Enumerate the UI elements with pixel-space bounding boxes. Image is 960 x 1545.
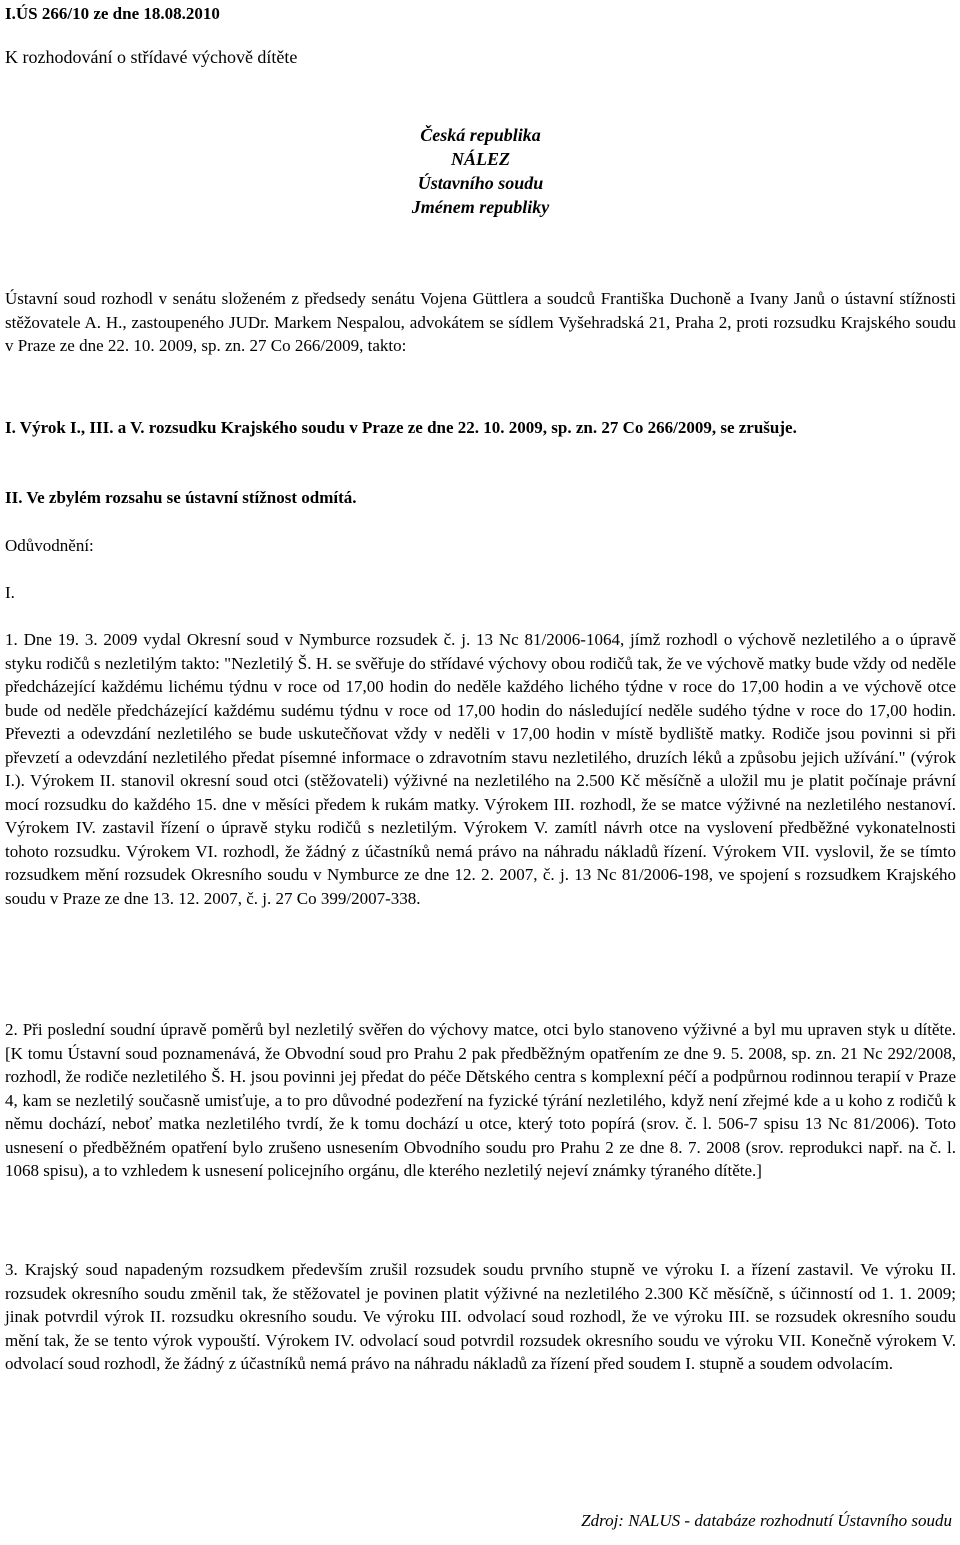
verdict-item-1 (5, 416, 956, 440)
title-country: Česká republika (420, 125, 541, 145)
paragraph-3-text: 3. Krajský soud napadeným rozsudkem především zrušil rozsudek soudu prvního stupně ve výroku I. a řízení zastavil. Ve výroku II. rozsudek okresního soudu změnil tak, že stěžovatel je povinen platit výživné na nezletilého 2.300 Kč měsíčně, s účinností od 1. 1. 2009; jinak potvrdil výrok II. rozsudku okresního soudu. Ve výroku III. odvolací soud rozhodl, že ve výroku III. se rozsudek okresního soudu mění tak, že se tento výrok vypouští. Výrokem IV. odvolací soud potvrdil rozsudek okresního soudu ve výroku VII. Konečně výrokem V. odvolací soud rozhodl, že žádný z účastníků nemá právo na náhradu nákladů za řízení před soudem I. stupně a soudem odvolacím. (5, 1260, 956, 1373)
reasoning-section-number: I. (5, 583, 15, 602)
reasoning-paragraph-3 (5, 1258, 956, 1376)
title-in-name-of-republic: Jménem republiky (411, 197, 550, 217)
title-court: Ústavního soudu (417, 173, 544, 193)
intro-text: Ústavní soud rozhodl v senátu složeném z předsedy senátu Vojena Güttlera a soudců Františka Duchoně a Ivany Janů o ústavní stížnosti stěžovatele A. H., zastoupeného JUDr. Markem Nespalou, advokátem se sídlem Vyšehradská 21, Praha 2, proti rozsudku Krajského soudu v Praze ze dne 22. 10. 2009, sp. zn. 27 Co 266/2009, takto: (5, 289, 956, 355)
case-reference: I.ÚS 266/10 ze dne 18.08.2010 (5, 4, 220, 23)
paragraph-1-text: 1. Dne 19. 3. 2009 vydal Okresní soud v Nymburce rozsudek č. j. 13 Nc 81/2006-1064, jímž rozhodl o výchově nezletilého a o úpravě styku rodičů s nezletilým takto: "Nezletilý Š. H. se svěřuje do střídavé výchovy obou rodičů tak, že ve výchově matky bude vždy od neděle předcházející každému lichému týdnu v roce od 17,00 hodin do neděle každého lichého týdne v roce do 17,00 hodin a ve výchově otce bude od neděle předcházející každému sudému týdnu v roce od 17,00 hodin do následující neděle sudého týdne v roce do 17,00 hodin. Převezti a odevzdání nezletilého se bude uskutečňovat vždy v neděli v 17,00 hodin v místě bydliště matky. Rodiče jsou povinni si při převzetí a odevzdání nezletilého předat písemné informace o zdravotním stavu nezletilého, druzích léků a způsobu jejich užívání." (výrok I.). Výrokem II. stanovil okresní soud otci (stěžovateli) výživné na nezletilého na 2.500 Kč měsíčně a uložil mu je platit počínaje právní mocí rozsudku do každého 15. dne v měsíci předem k rukám matky. Výrokem III. rozhodl, že se matce výživné na nezletilého nestanoví. Výrokem IV. zastavil řízení o úpravě styku rodičů s nezletilým. Výrokem V. zamítl návrh otce na vyslovení předběžné vykonatelnosti tohoto rozsudku. Výrokem VI. rozhodl, že žádný z účastníků nemá právo na náhradu nákladů řízení. Výrokem VII. vyslovil, že se tímto rozsudkem mění rozsudek Okresního soudu v Nymburce ze dne 12. 2. 2007, č. j. 13 Nc 81/2006-198, ve spojení s rozsudkem Krajského soudu v Praze ze dne 13. 12. 2007, č. j. 27 Co 399/2007-338. (5, 630, 956, 908)
title-block (5, 123, 956, 219)
reasoning-heading: Odůvodnění: (5, 536, 94, 555)
case-subject: K rozhodování o střídavé výchově dítěte (5, 47, 298, 67)
verdict-item-2-text: II. Ve zbylém rozsahu se ústavní stížnost odmítá. (5, 488, 357, 507)
title-document-type: NÁLEZ (450, 149, 510, 169)
verdict-item-2 (5, 486, 956, 510)
source-footer: Zdroj: NALUS - databáze rozhodnutí Ústavního soudu (581, 1511, 952, 1530)
reasoning-paragraph-2 (5, 1018, 956, 1183)
verdict-item-1-text: I. Výrok I., III. a V. rozsudku Krajského soudu v Praze ze dne 22. 10. 2009, sp. zn. 27 Co 266/2009, se zrušuje. (5, 418, 797, 437)
intro-paragraph (5, 287, 956, 358)
paragraph-2-text: 2. Při poslední soudní úpravě poměrů byl nezletilý svěřen do výchovy matce, otci bylo stanoveno výživné a byl mu upraven styk u dítěte. [K tomu Ústavní soud poznamenává, že Obvodní soud pro Prahu 2 pak předběžným opatřením ze dne 9. 5. 2008, sp. zn. 21 Nc 292/2008, rozhodl, že rodiče nezletilého Š. H. jsou povinni jej předat do péče Dětského centra s komplexní péčí a podpůrnou rodinnou terapií v Praze 4, kam se nezletilý současně umisťuje, a to pro důvodné podezření na fyzické týrání nezletilého, když není zřejmé kde a u koho z rodičů k němu dochází, neboť matka nezletilého tvrdí, že k tomu dochází u otce, který toto popírá (srov. č. l. 506-7 spisu 13 Nc 81/2006). Toto usnesení o předběžném opatření bylo zrušeno usnesením Obvodního soudu pro Prahu 2 ze dne 8. 7. 2008 (srov. reprodukci např. na č. l. 1068 spisu), a to vzhledem k usnesení policejního orgánu, dle kterého nezletilý nejeví známky týraného dítěte.] (5, 1020, 956, 1180)
reasoning-paragraph-1 (5, 628, 956, 910)
